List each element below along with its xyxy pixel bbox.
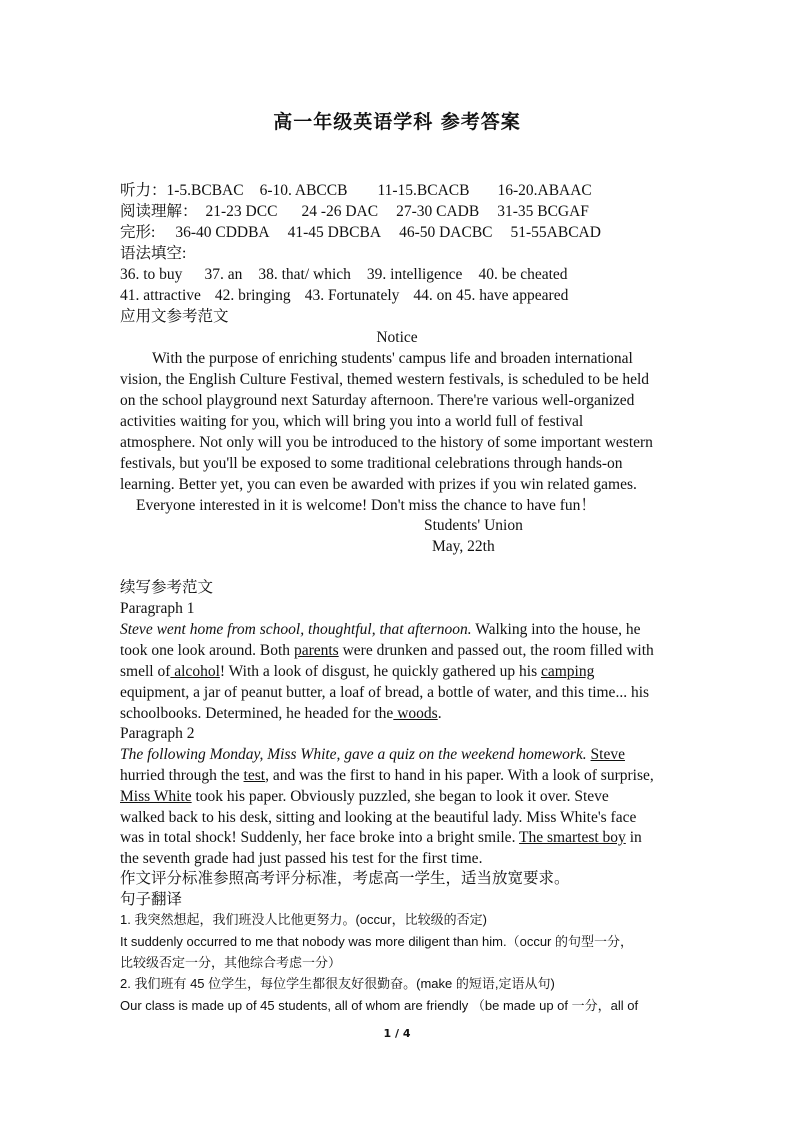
paragraph1-line: Steve went home from school, thoughtful, that afternoon. Walking into the house, he xyxy=(120,621,641,638)
notice-title: Notice xyxy=(376,329,418,346)
continuation-heading: 续写参考范文 xyxy=(120,579,214,596)
notice-line: atmosphere. Not only will you be introduced to the history of some important western xyxy=(120,434,653,451)
translation-item-2-chinese: 2. 我们班有 45 位学生，每位学生都很友好很勤奋。(make 的短语,定语从句) xyxy=(120,976,555,991)
paragraph1-line: took one look around. Both parents were drunken and passed out, the room filled with xyxy=(120,642,654,659)
paragraph2-line: The following Monday, Miss White, gave a quiz on the weekend homework. Steve xyxy=(120,746,625,763)
paragraph2-label: Paragraph 2 xyxy=(120,725,195,742)
translation-item-1-answer: It suddenly occurred to me that nobody was more diligent than him.（occur 的句型一分， xyxy=(120,934,633,949)
notice-heading: 应用文参考范文 xyxy=(120,308,229,325)
paragraph2-line: hurried through the test, and was the first to hand in his paper. With a look of surprise, xyxy=(120,767,654,784)
paragraph2-line: was in total shock! Suddenly, her face broke into a bright smile. The smartest boy in xyxy=(120,829,642,846)
grammar-answers-row2: 41. attractive 42. bringing 43. Fortunately 44. on 45. have appeared xyxy=(120,287,569,304)
notice-line: With the purpose of enriching students' campus life and broaden international xyxy=(152,350,633,367)
notice-line: vision, the English Culture Festival, themed western festivals, is scheduled to be held xyxy=(120,371,650,388)
translation-item-1-chinese: 1. 我突然想起，我们班没人比他更努力。(occur，比较级的否定) xyxy=(120,912,487,927)
reading-answers: 阅读理解： 21-23 DCC 24 -26 DAC 27-30 CADB 31-35 BCGAF xyxy=(120,203,589,220)
notice-line: learning. Better yet, you can even be awarded with prizes if you win related games. xyxy=(120,476,637,493)
notice-line: activities waiting for you, which will bring you into a world full of festival xyxy=(120,413,584,430)
paragraph1-label: Paragraph 1 xyxy=(120,600,195,617)
paragraph1-line: schoolbooks. Determined, he headed for the woods. xyxy=(120,705,442,722)
notice-line: Everyone interested in it is welcome! Don't miss the chance to have fun！ xyxy=(136,497,596,514)
notice-line: on the school playground next Saturday afternoon. There're various well-organized xyxy=(120,392,635,409)
paragraph1-line: smell of alcohol! With a look of disgust, he quickly gathered up his camping xyxy=(120,663,595,680)
cloze-answers: 完形: 36-40 CDDBA 41-45 DBCBA 46-50 DACBC 51-55ABCAD xyxy=(120,224,601,241)
listening-answers: 听力：1-5.BCBAC 6-10. ABCCB 11-15.BCACB 16-20.ABAAC xyxy=(120,182,592,199)
translation-heading: 句子翻译 xyxy=(120,891,183,908)
paragraph2-line: the seventh grade had just passed his test for the first time. xyxy=(120,850,483,867)
notice-date: May, 22th xyxy=(432,538,495,555)
grammar-answers-row1: 36. to buy 37. an 38. that/ which 39. intelligence 40. be cheated xyxy=(120,266,568,283)
paragraph2-line: Miss White took his paper. Obviously puzzled, she began to look it over. Steve xyxy=(120,788,609,805)
notice-line: festivals, but you'll be exposed to some traditional celebrations through hands-on xyxy=(120,455,623,472)
grammar-heading: 语法填空: xyxy=(120,245,187,262)
paragraph2-line: walked back to his desk, sitting and looking at the beautiful lady. Miss White's face xyxy=(120,809,637,826)
page-number: 1 / 4 xyxy=(383,1027,411,1040)
translation-item-2-answer: Our class is made up of 45 students, all of whom are friendly （be made up of 一分，all of xyxy=(120,998,639,1013)
translation-item-1-scoring: 比较级否定一分，其他综合考虑一分） xyxy=(120,955,342,970)
paragraph1-line: equipment, a jar of peanut butter, a loaf of bread, a bottle of water, and this time... his xyxy=(120,684,650,701)
page-title: 高一年级英语学科 参考答案 xyxy=(273,111,521,133)
grading-note: 作文评分标准参照高考评分标准，考虑高一学生，适当放宽要求。 xyxy=(120,870,570,887)
notice-signature: Students' Union xyxy=(424,517,523,534)
